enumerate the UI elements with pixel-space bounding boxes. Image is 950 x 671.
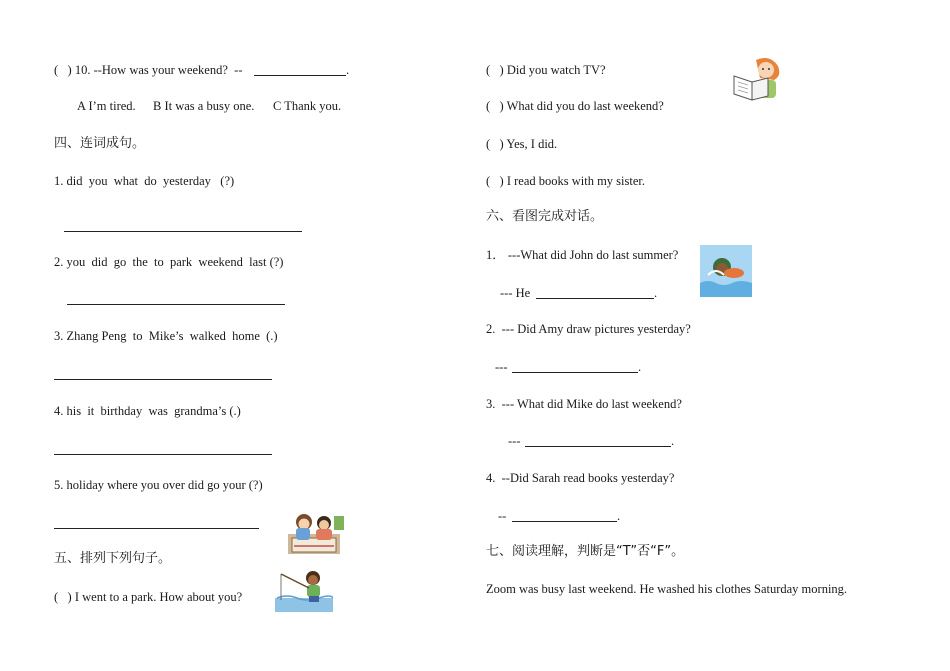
- section4-item-4: 4. his it birthday was grandma’s (.): [54, 404, 241, 418]
- q10-option-b: B It was a busy one.: [153, 99, 255, 113]
- children-drawing-picture: [286, 508, 348, 558]
- section6-a3-prefix: ---: [508, 434, 521, 448]
- boy-swimming-picture: [700, 245, 752, 297]
- section6-q1: 1． ---What did John do last summer?: [486, 248, 679, 262]
- section5-item-3: ( ) What did you do last weekend?: [486, 99, 664, 113]
- section4-title: 四、连词成句。: [54, 136, 146, 151]
- section7-passage: Zoom was busy last weekend. He washed his clothes Saturday morning.: [486, 582, 848, 596]
- section4-item-5: 5. holiday where you over did go your (?): [54, 478, 263, 492]
- section4-item-1: 1. did you what do yesterday (?): [54, 174, 235, 188]
- section6-a3-end: .: [671, 434, 675, 448]
- section6-q2: 2. --- Did Amy draw pictures yesterday?: [486, 322, 691, 336]
- section6-q3: 3. --- What did Mike do last weekend?: [486, 397, 682, 411]
- section6-a2-prefix: ---: [495, 360, 508, 374]
- q10-answer-blank[interactable]: [254, 75, 346, 76]
- section4-answer-line-1[interactable]: [64, 231, 302, 232]
- section6-answer-blank-3[interactable]: [525, 446, 671, 447]
- section6-title: 六、看图完成对话。: [486, 209, 604, 224]
- q10-option-c: C Thank you.: [273, 99, 342, 113]
- section5-item-4: ( ) Yes, I did.: [486, 137, 558, 151]
- section6-a4-prefix: --: [498, 509, 507, 523]
- section4-answer-line-4[interactable]: [54, 454, 272, 455]
- section4-item-2: 2. you did go the to park weekend last (?): [54, 255, 284, 269]
- section4-answer-line-5[interactable]: [54, 528, 259, 529]
- section4-item-3: 3. Zhang Peng to Mike’s walked home (.): [54, 329, 278, 343]
- section5-title: 五、排列下列句子。: [54, 551, 172, 566]
- q10-prefix: ( ) 10. --How was your weekend? --: [54, 63, 243, 77]
- section4-answer-line-2[interactable]: [67, 304, 285, 305]
- boy-fishing-picture: [275, 568, 333, 612]
- section5-item-1: ( ) I went to a park. How about you?: [54, 590, 243, 604]
- section6-a4-end: .: [617, 509, 621, 523]
- q10-end: .: [346, 63, 350, 77]
- girl-reading-picture: [730, 56, 786, 102]
- section6-a1-prefix: --- He: [500, 286, 531, 300]
- q10-option-a: A I’m tired.: [77, 99, 136, 113]
- section6-a1-end: .: [654, 286, 658, 300]
- section6-answer-blank-2[interactable]: [512, 372, 638, 373]
- section6-a2-end: .: [638, 360, 642, 374]
- section6-answer-blank-1[interactable]: [536, 298, 654, 299]
- section6-answer-blank-4[interactable]: [512, 521, 617, 522]
- section7-title: 七、阅读理解，判断是“T”否“F”。: [486, 544, 685, 559]
- section4-answer-line-3[interactable]: [54, 379, 272, 380]
- section5-item-2: ( ) Did you watch TV?: [486, 63, 606, 77]
- section6-q4: 4. --Did Sarah read books yesterday?: [486, 471, 675, 485]
- section5-item-5: ( ) I read books with my sister.: [486, 174, 646, 188]
